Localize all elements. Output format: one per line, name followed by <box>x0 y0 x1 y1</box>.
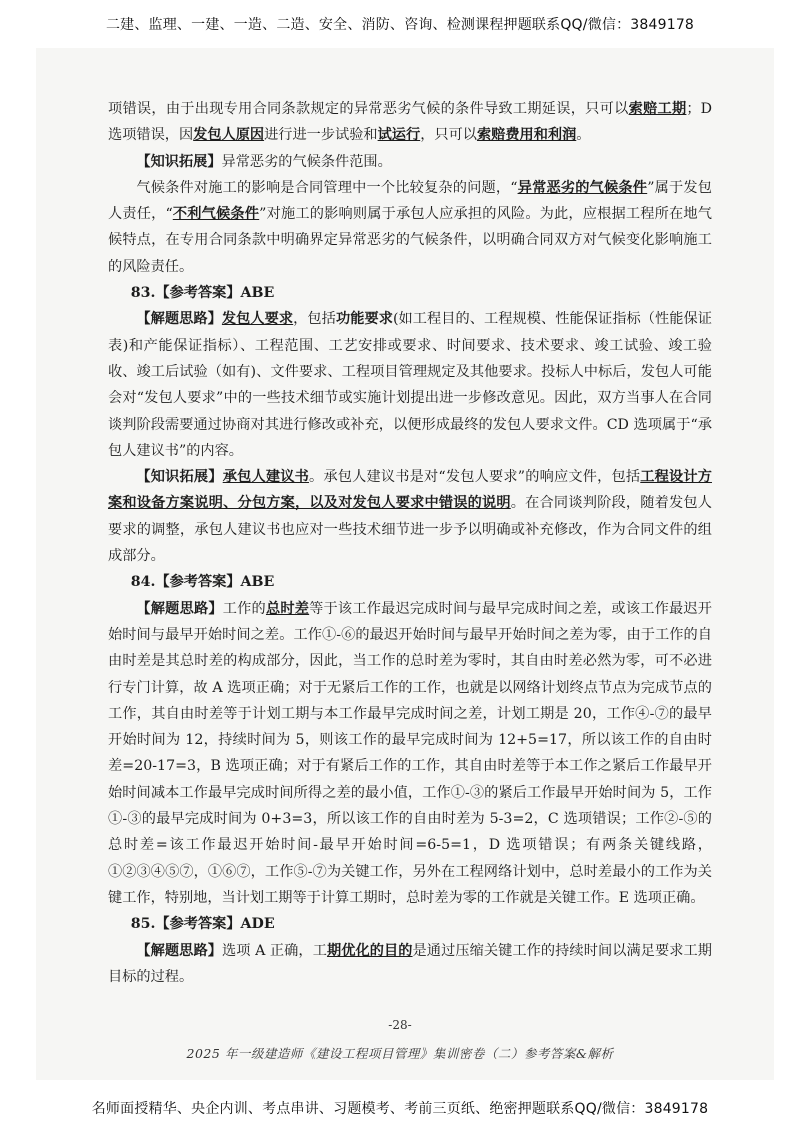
page-number: -28- <box>388 1018 412 1032</box>
knowledge-extension: 【知识拓展】异常恶劣的气候条件范围。 <box>136 153 392 170</box>
paragraph-85-analysis: 【解题思路】选项 A 正确，工期优化的目的是通过压缩关键工作的持续时间以满足要求工期目标的过程。 <box>108 942 712 985</box>
section-tag: 【知识拓展】 <box>136 469 223 486</box>
footer-title: 2025 年一级建造师《建设工程项目管理》集训密卷（二）参考答案&解析 <box>186 1046 614 1061</box>
section-tag: 【知识拓展】 <box>136 153 222 170</box>
paragraph-83-extension: 【知识拓展】承包人建议书。承包人建议书是对“发包人要求”的响应文件，包括工程设计方案和设备方案说明、分包方案，以及对发包人要求中错误的说明。在合同谈判阶段，随着发包人要求的调整，承包人建议书也应对一些技术细节进一步予以明确或补充修改，作为合同文件的组成部分。 <box>108 469 712 565</box>
bottom-banner: 名师面授精华、央企内训、考点串讲、习题模考、考前三页纸、绝密押题联系QQ/微信：3849178 <box>91 1101 709 1117</box>
answer-83-heading: 83.【参考答案】ABE <box>130 285 275 302</box>
top-banner: 二建、监理、一建、一造、二造、安全、消防、咨询、检测课程押题联系QQ/微信：3849178 <box>105 17 695 33</box>
page-content <box>108 96 712 990</box>
highlight-text: 不利气候条件 <box>172 206 260 223</box>
highlight-text: 异常恶劣的气候条件 <box>517 179 648 196</box>
section-tag: 【解题思路】 <box>136 311 222 328</box>
paragraph-climate: 气候条件对施工的影响是合同管理中一个比较复杂的问题，“异常恶劣的气候条件”属于发包人责任，“不利气候条件”对施工的影响则属于承包人应承担的风险。为此，应根据工程所在地气候特点，在专用合同条款中明确界定异常恶劣的气候条件，以明确合同双方对气候变化影响施工的风险责任。 <box>108 179 712 275</box>
answer-84-heading: 84.【参考答案】ABE <box>130 574 275 591</box>
highlight-text: 承包人建议书 <box>222 469 309 486</box>
paragraph-84-analysis: 【解题思路】工作的总时差等于该工作最迟完成时间与最早完成时间之差，或该工作最迟开始时间与最早开始时间之差。工作①-⑥的最迟开始时间与最早开始时间之差为零，由于工作的自由时差是其总时差的构成部分，因此，当工作的总时差为零时，其自由时差必然为零，可不必进行专门计算，故 A 选项正确；对于无紧后工作的工作，也就是以网络计划终点节点为完成节点的工作，其自由时差等于计划工期与本工作最早完成时间之差，计划工期是 20，工作④-⑦的最早开始时间为 12，持续时间为 5，则该工作的最早完成时间为 12+5=17，所以该工作的自由时差=20-17=3，B 选项正确；对于有紧后工作的工作，其自由时差等于本工作之紧后工作最早开始时间减本工作最早完成时间所得之差的最小值，工作①-③的紧后工作最早开始时间为 5，工作①-③的最早完成时间为 0+3=3，所以该工作的自由时差为 5-3=2，C 选项错误；工作②-⑤的总时差=该工作最迟开始时间-最早开始时间=6-5=1，D 选项错误；有两条关键线路，①②③④⑤⑦，①⑥⑦，工作⑤-⑦为关键工作，另外在工程网络计划中，总时差最小的工作为关键工作，特别地，当计划工期等于计算工期时，总时差为零的工作就是关键工作。E 选项正确。 <box>108 600 712 906</box>
bold-text: 功能要求 <box>335 311 393 328</box>
highlight-text: 索赔工期 <box>628 101 687 117</box>
highlight-text: 发包人原因 <box>193 127 265 144</box>
highlight-text: 发包人要求 <box>221 311 294 328</box>
highlight-text: 工程设计方案和设备方案说明、分包方案，以及对发包人要求中错误的说明 <box>108 469 712 512</box>
highlight-text: 索赔费用和利润 <box>476 127 577 144</box>
paragraph-option-analysis: 项错误，由于出现专用合同条款规定的异常恶劣气候的条件导致工期延误，只可以索赔工期；D 选项错误，因发包人原因进行进一步试验和试运行，只可以索赔费用和利润。 <box>108 101 712 144</box>
section-tag: 【解题思路】 <box>136 600 223 617</box>
answer-85-heading: 85.【参考答案】ADE <box>130 916 275 933</box>
highlight-text: 期优化的目的 <box>326 942 413 959</box>
highlight-text: 总时差 <box>265 600 310 617</box>
section-tag: 【解题思路】 <box>136 942 222 959</box>
highlight-text: 试运行 <box>377 127 421 144</box>
paragraph-83-analysis: 【解题思路】发包人要求，包括功能要求(如工程目的、工程规模、性能保证指标（性能保证表)和产能保证指标）、工程范围、工艺安排或要求、时间要求、技术要求、竣工试验、竣工验收、竣工后试验（如有)、文件要求、工程项目管理规定及其他要求。投标人中标后，发包人可能会对“发包人要求”中的一些技术细节或实施计划提出进一步修改意见。因此，双方当事人在合同谈判阶段需要通过协商对其进行修改或补充，以便形成最终的发包人要求文件。CD 选项属于“承包人建议书”的内容。 <box>108 311 712 459</box>
